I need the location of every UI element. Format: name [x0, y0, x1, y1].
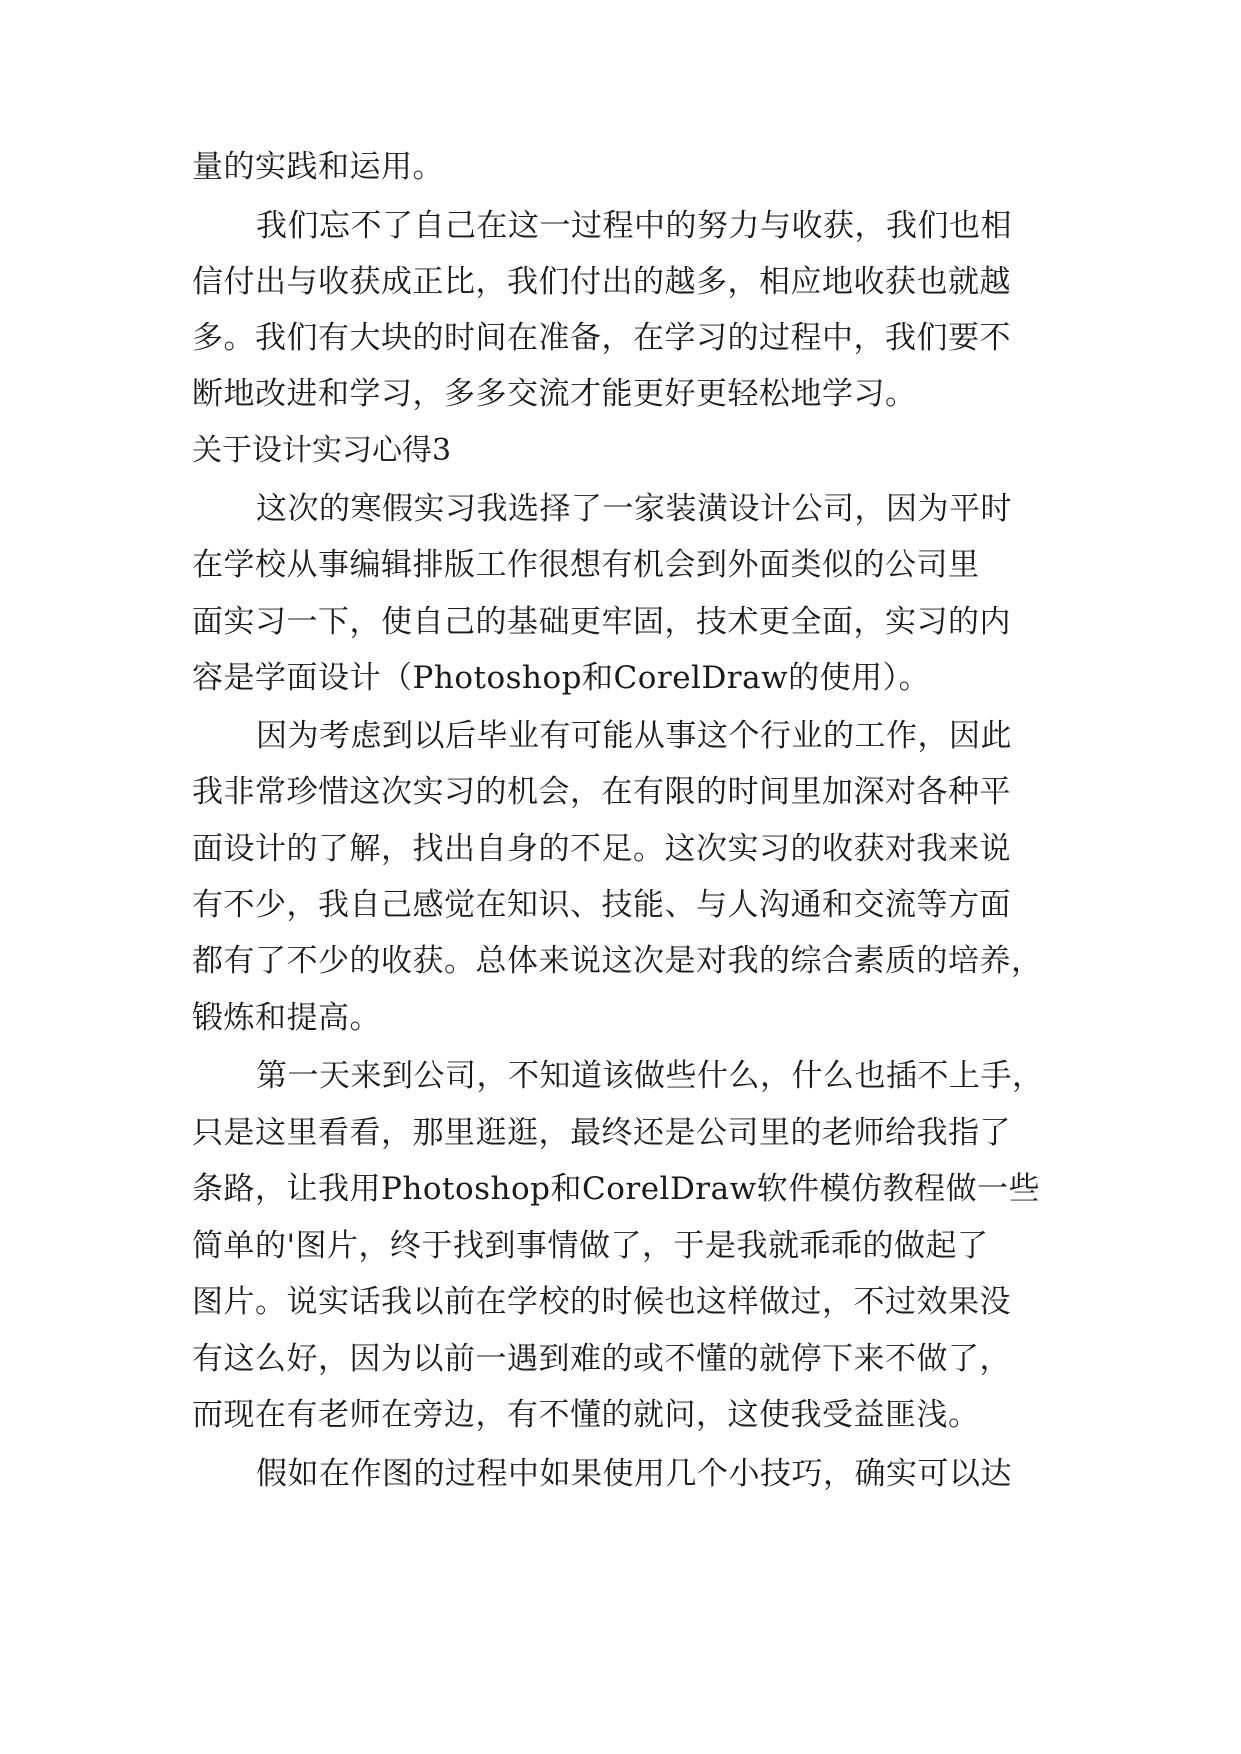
text-line: 条路，让我用Photoshop和CorelDraw软件模仿教程做一些: [192, 1171, 1041, 1207]
text-line: 有这么好，因为以前一遇到难的或不懂的就停下来不做了，: [192, 1341, 1011, 1377]
paragraph-start: 我们忘不了自己在这一过程中的努力与收获，我们也相: [256, 208, 1012, 244]
paragraph-start: 因为考虑到以后毕业有可能从事这个行业的工作，因此: [256, 718, 1012, 754]
text-line: 简单的'图片，终于找到事情做了，于是我就乖乖的做起了: [192, 1228, 989, 1264]
text-line: 我非常珍惜这次实习的机会，在有限的时间里加深对各种平: [192, 774, 1011, 810]
text-line: 信付出与收获成正比，我们付出的越多，相应地收获也就越: [192, 264, 1011, 300]
text-line: 面设计的了解，找出自身的不足。这次实习的收获对我来说: [192, 831, 1011, 867]
text-line: 面实习一下，使自己的基础更牢固，技术更全面，实习的内: [192, 604, 1011, 640]
paragraph-start: 这次的寒假实习我选择了一家装潢设计公司，因为平时: [256, 491, 1012, 527]
text-line: 多。我们有大块的时间在准备，在学习的过程中，我们要不: [192, 320, 1011, 356]
text-line: 量的实践和运用。: [192, 149, 444, 185]
paragraph-start: 第一天来到公司，不知道该做些什么，什么也插不上手，: [256, 1058, 1044, 1094]
text-line: 有不少，我自己感觉在知识、技能、与人沟通和交流等方面: [192, 887, 1011, 923]
section-heading: 关于设计实习心得3: [192, 433, 452, 468]
text-line: 只是这里看看，那里逛逛，最终还是公司里的老师给我指了: [192, 1115, 1011, 1151]
text-line: 在学校从事编辑排版工作很想有机会到外面类似的公司里: [192, 547, 980, 583]
text-line: 图片。说实话我以前在学校的时候也这样做过，不过效果没: [192, 1284, 1011, 1320]
text-line: 都有了不少的收获。总体来说这次是对我的综合素质的培养，: [192, 943, 1043, 979]
text-line: 断地改进和学习，多多交流才能更好更轻松地学习。: [192, 376, 917, 412]
text-line: 锻炼和提高。: [192, 1000, 381, 1036]
text-line: 容是学面设计（Photoshop和CorelDraw的使用）。: [192, 660, 931, 696]
paragraph-start: 假如在作图的过程中如果使用几个小技巧，确实可以达: [256, 1456, 1012, 1492]
text-line: 而现在有老师在旁边，有不懂的就问，这使我受益匪浅。: [192, 1397, 980, 1433]
